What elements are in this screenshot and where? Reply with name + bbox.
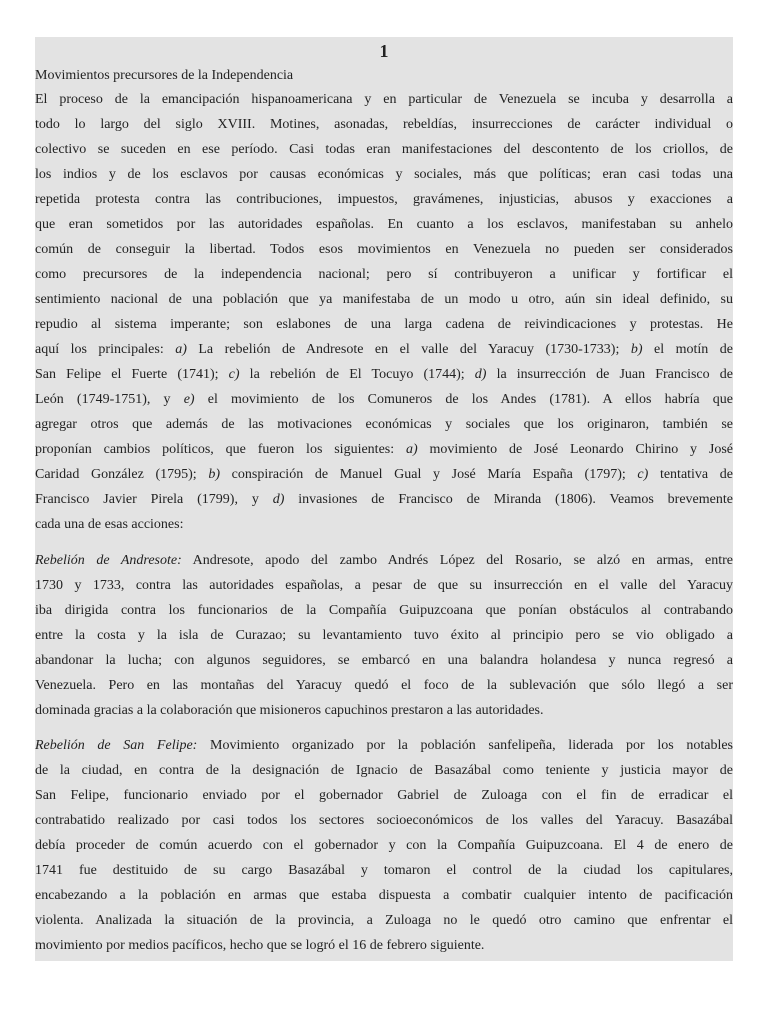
intro-line: agregar otros que además de las motivaciones económicas y sociales que los originaron, también se bbox=[35, 417, 733, 432]
list-marker: b) bbox=[208, 467, 221, 482]
list-marker: e) bbox=[183, 392, 195, 407]
section-line: contrabatido realizado por casi todos los sectores socioeconómicos de los valles del Yaracuy. Basazábal bbox=[35, 813, 733, 828]
section-line: 1730 y 1733, contra las autoridades españolas, a pesar de que su insurrección en el valle del Yaracuy bbox=[35, 578, 733, 593]
line-text: La rebelión de Andresote en el valle del Yaracuy (1730-1733); bbox=[186, 342, 631, 357]
section-andresote bbox=[35, 548, 733, 723]
section-heading: Rebelión de San Felipe: bbox=[35, 738, 198, 753]
list-marker: c) bbox=[228, 367, 240, 382]
line-text: la insurrección de Juan Francisco de bbox=[486, 367, 733, 382]
line-text: Caridad González (1795); bbox=[35, 467, 209, 482]
section-line: encabezando a la población en armas que estaba dispuesta a combatir cualquier intento de pacificación bbox=[35, 888, 733, 903]
page-number: 1 bbox=[379, 41, 389, 61]
list-marker: a) bbox=[405, 442, 418, 457]
line-text: el motín de bbox=[642, 342, 733, 357]
intro-paragraph bbox=[35, 87, 733, 537]
section-line: abandonar la lucha; con algunos seguidores, se embarcó en una balandra holandesa y nunca regresó a bbox=[35, 653, 733, 668]
line-text: proponían cambios políticos, que fueron los siguientes: bbox=[35, 442, 406, 457]
intro-line: común de conseguir la libertad. Todos esos movimientos en Venezuela no pueden ser considerados bbox=[35, 242, 733, 257]
line-text: conspiración de Manuel Gual y José María España (1797); bbox=[220, 467, 638, 482]
intro-line: repudio al sistema imperante; son eslabones de una larga cadena de reivindicaciones y protestas. He bbox=[35, 317, 733, 332]
section-line: de la ciudad, en contra de la designación de Ignacio de Basazábal como teniente y justicia mayor de bbox=[35, 763, 733, 778]
section-heading: Rebelión de Andresote: bbox=[35, 553, 182, 568]
intro-line bbox=[35, 387, 733, 412]
section-line: debía proceder de común acuerdo con el gobernador y con la Compañía Guipuzcoana. El 4 de enero de bbox=[35, 838, 733, 853]
document-title: Movimientos precursores de la Independencia bbox=[35, 68, 294, 83]
line-text: Francisco Javier Pirela (1799), y bbox=[35, 492, 273, 507]
section-first-line bbox=[35, 548, 733, 573]
intro-line: los indios y de los esclavos por causas económicas y sociales, más que políticas; eran casi todas una bbox=[35, 167, 733, 182]
list-marker: a) bbox=[175, 342, 187, 357]
intro-line bbox=[35, 362, 733, 387]
line-text: tentativa de bbox=[648, 467, 734, 482]
section-line: violenta. Analizada la situación de la provincia, a Zuloaga no le quedó otro camino que enfrentar el bbox=[35, 913, 733, 928]
intro-line bbox=[35, 337, 733, 362]
list-marker: d) bbox=[474, 367, 487, 382]
line-text: Andresote, apodo del zambo Andrés López del Rosario, se alzó en armas, entre bbox=[181, 553, 733, 568]
line-text: León (1749-1751), y bbox=[35, 392, 184, 407]
list-marker: b) bbox=[630, 342, 643, 357]
section-line: dominada gracias a la colaboración que misioneros capuchinos prestaron a las autoridades. bbox=[35, 703, 544, 718]
intro-line bbox=[35, 487, 733, 512]
intro-line bbox=[35, 437, 733, 462]
section-line: movimiento por medios pacíficos, hecho que se logró el 16 de febrero siguiente. bbox=[35, 938, 485, 953]
section-line: entre la costa y la isla de Curazao; su levantamiento tuvo éxito al principio pero se vio obligado a bbox=[35, 628, 733, 643]
line-text: el movimiento de los Comuneros de los Andes (1781). A ellos habría que bbox=[194, 392, 733, 407]
intro-line: todo lo largo del siglo XVIII. Motines, asonadas, rebeldías, insurrecciones de carácter individual o bbox=[35, 117, 733, 132]
intro-line: como precursores de la independencia nacional; pero sí contribuyeron a unificar y fortificar el bbox=[35, 267, 733, 282]
document-page bbox=[35, 37, 733, 961]
line-text: invasiones de Francisco de Miranda (1806). Veamos brevemente bbox=[284, 492, 733, 507]
section-san-felipe bbox=[35, 733, 733, 958]
line-text: aquí los principales: bbox=[35, 342, 176, 357]
line-text: movimiento de José Leonardo Chirino y José bbox=[417, 442, 733, 457]
intro-line: cada una de esas acciones: bbox=[35, 517, 184, 532]
section-line: 1741 fue destituido de su cargo Basazábal y tomaron el control de la ciudad los capitulares, bbox=[35, 863, 733, 878]
intro-line: sentimiento nacional de una población que ya manifestaba de un modo u otro, aún sin ideal definido, su bbox=[35, 292, 733, 307]
intro-line: que eran sometidos por las autoridades españolas. En cuanto a los esclavos, manifestaban su anhelo bbox=[35, 217, 733, 232]
intro-line: colectivo se suceden en ese período. Casi todas eran manifestaciones del descontento de los criollos, de bbox=[35, 142, 733, 157]
section-line: Venezuela. Pero en las montañas del Yaracuy quedó el foco de la sublevación que sólo llegó a ser bbox=[35, 678, 733, 693]
intro-line: El proceso de la emancipación hispanoamericana y en particular de Venezuela se incuba y desarrolla a bbox=[35, 92, 733, 107]
intro-line bbox=[35, 462, 733, 487]
line-text: San Felipe el Fuerte (1741); bbox=[35, 367, 229, 382]
section-line: San Felipe, funcionario enviado por el gobernador Gabriel de Zuloaga con el fin de erradicar el bbox=[35, 788, 733, 803]
section-line: iba dirigida contra los funcionarios de la Compañía Guipuzcoana que ponían obstáculos al contrabando bbox=[35, 603, 733, 618]
list-marker: c) bbox=[637, 467, 649, 482]
intro-line: repetida protesta contra las contribuciones, impuestos, gravámenes, injusticias, abusos y exacciones a bbox=[35, 192, 733, 207]
list-marker: d) bbox=[272, 492, 285, 507]
line-text: la rebelión de El Tocuyo (1744); bbox=[239, 367, 475, 382]
section-first-line bbox=[35, 733, 733, 758]
line-text: Movimiento organizado por la población sanfelipeña, liderada por los notables bbox=[197, 738, 733, 753]
